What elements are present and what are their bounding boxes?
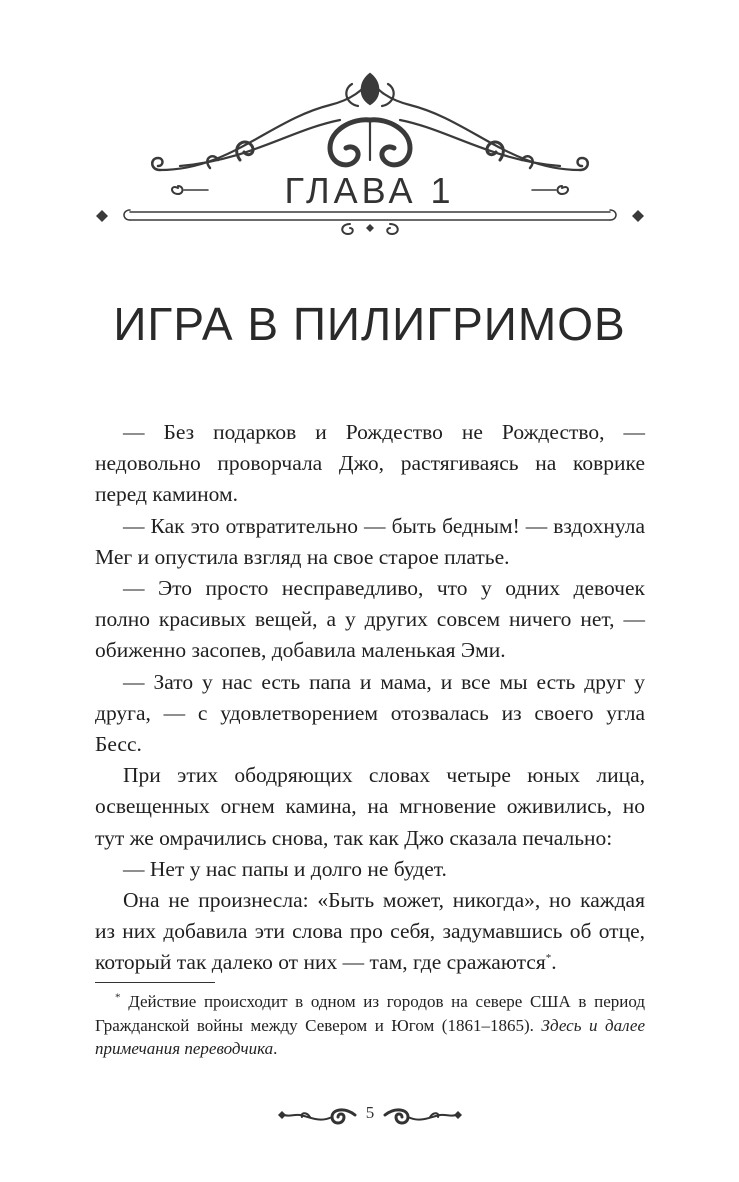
footnote-marker: * (115, 991, 121, 1004)
paragraph: — Как это отвратительно — быть бедным! — вздохнула Мег и опустила взгляд на свое старое платье. (95, 513, 645, 569)
paragraph: При этих ободряющих словах четыре юных лица, освещенных огнем камина, на мгновение оживились, но тут же омрачились снова, так как Джо сказала печально: (95, 763, 645, 850)
page-footer (270, 1095, 470, 1135)
paragraph: — Нет у нас папы и долго не будет. (123, 856, 447, 881)
chapter-title: ИГРА В ПИЛИГРИМОВ (113, 298, 626, 350)
chapter-label: ГЛАВА 1 (284, 170, 455, 211)
footnote-reference: * (545, 952, 552, 965)
paragraph-text: Она не произнесла: «Быть может, никогда», но каждая из них добавила эти слова про себя, задумавшись об отце, который так далеко от них — там, где сражаются (95, 888, 645, 975)
page-number: 5 (365, 1103, 375, 1122)
paragraph: — Зато у нас есть папа и мама, и все мы есть друг у друга, — с удовлетворением отозвалась из своего угла Бесс. (95, 669, 645, 757)
footnote-end: . (273, 1039, 278, 1058)
paragraph-end: . (551, 950, 557, 975)
footnote-divider (95, 982, 215, 983)
body-text (95, 417, 645, 979)
paragraph: — Это просто несправедливо, что у одних девочек полно красивых вещей, а у других совсем ничего нет, — обиженно засопев, добавила маленькая Эми. (95, 576, 645, 663)
paragraph-with-footnote (95, 885, 645, 979)
paragraph: — Без подарков и Рождество не Рождество, — недовольно проворчала Джо, растягиваясь на коврике перед камином. (95, 420, 645, 507)
chapter-ornament-frame (90, 60, 650, 250)
footnote (95, 990, 645, 1061)
footnote-italic: Здесь и далее примечания переводчика (95, 1015, 646, 1058)
footnote-text: Действие происходит в одном из городов на севере США в период Гражданской войны между Севером и Югом (1861–1865). (95, 992, 646, 1035)
